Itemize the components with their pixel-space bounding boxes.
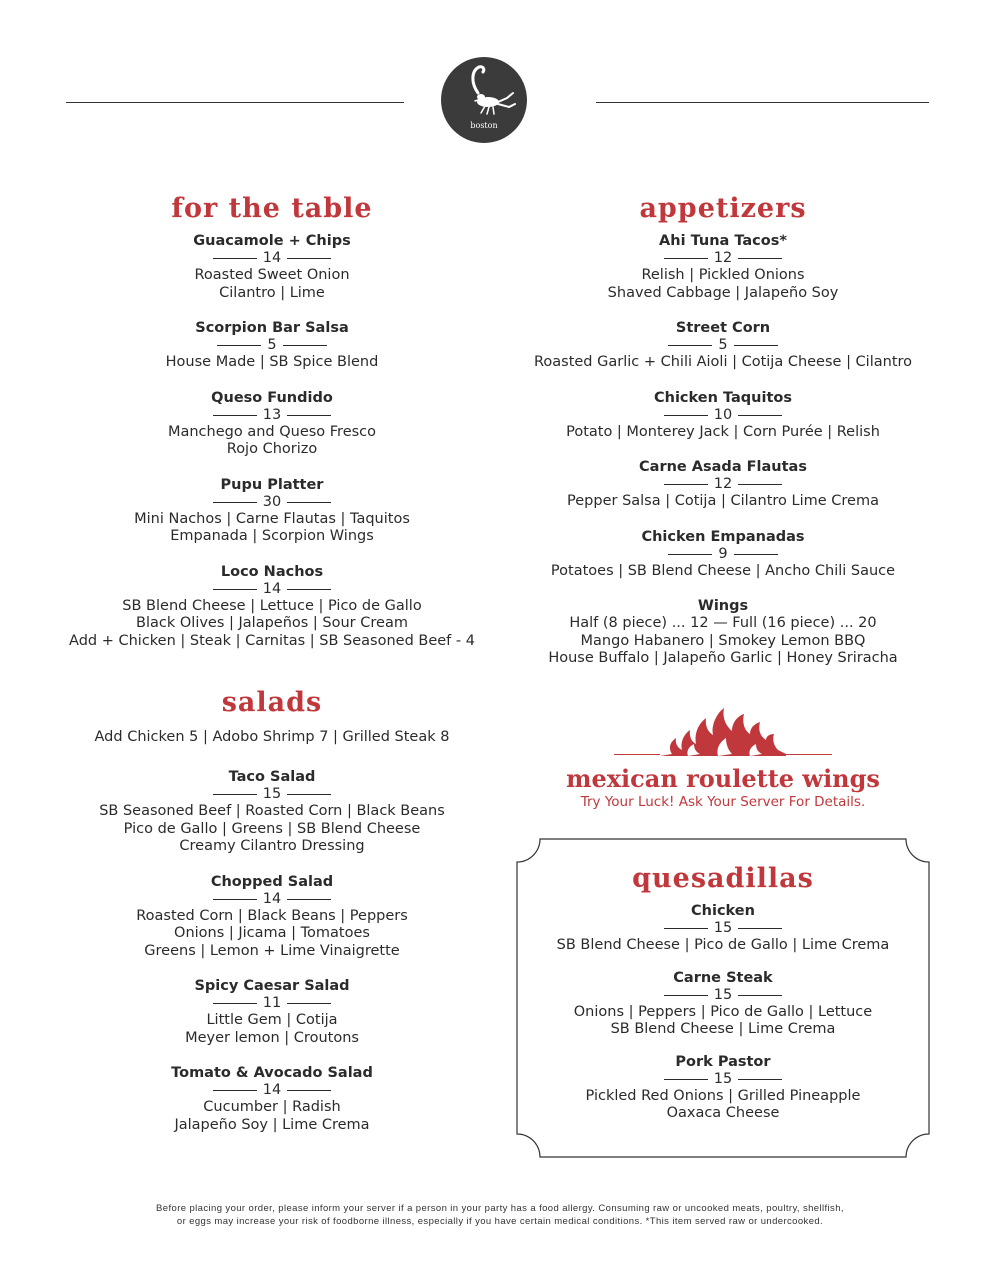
menu-item [60, 563, 484, 651]
item-desc: Cilantro | Lime [219, 284, 325, 301]
allergy-disclaimer [40, 1202, 960, 1228]
menu-item [60, 977, 484, 1047]
menu-item [510, 528, 936, 581]
item-desc: Onions | Jicama | Tomatoes [174, 925, 370, 941]
menu-item [516, 969, 930, 1039]
menu-item [510, 458, 936, 511]
item-desc: Rojo Chorizo [226, 441, 318, 457]
item-desc: Meyer lemon | Croutons [185, 1029, 359, 1046]
item-price: 5 [510, 337, 936, 354]
section-title-appetizers: appetizers [639, 193, 807, 224]
menu-item [60, 476, 484, 546]
right-column [510, 192, 936, 685]
section-title-for-the-table: for the table [171, 193, 373, 224]
item-desc: Half (8 piece) ... 12 — Full (16 piece) ... 20 [569, 615, 877, 631]
item-price: 15 [516, 1071, 930, 1088]
item-price: 14 [60, 891, 484, 908]
roulette-title: mexican roulette wings [566, 764, 880, 793]
item-desc: House Made | SB Spice Blend [165, 354, 379, 370]
header-rule-left [66, 102, 404, 103]
menu-item [510, 597, 936, 668]
item-desc: SB Blend Cheese | Pico de Gallo | Lime Crema [556, 937, 890, 953]
item-price: 15 [516, 987, 930, 1004]
menu-item [60, 768, 484, 856]
item-desc: Manchego and Queso Fresco [167, 423, 377, 440]
flame-rule-right [786, 754, 832, 755]
menu-item [516, 902, 930, 955]
item-price: 12 [510, 476, 936, 493]
item-price: 9 [510, 546, 936, 563]
roulette-subtitle: Try Your Luck! Ask Your Server For Details. [580, 794, 866, 810]
item-desc: Cucumber | Radish [203, 1099, 341, 1115]
scorpion-icon [441, 57, 527, 143]
menu-item [510, 232, 936, 302]
flame-wrap [560, 704, 886, 760]
item-desc: Empanada | Scorpion Wings [170, 528, 374, 544]
item-price: 11 [60, 995, 484, 1012]
item-name: Carne Steak [673, 969, 773, 986]
item-desc: Little Gem | Cotija [206, 1012, 338, 1028]
roulette-wings-banner [560, 704, 886, 810]
item-desc: Pico de Gallo | Greens | SB Blend Cheese [123, 820, 421, 837]
section-title-salads: salads [221, 687, 323, 718]
item-desc: Mini Nachos | Carne Flautas | Taquitos [134, 510, 410, 527]
item-name: Chicken [691, 903, 755, 919]
item-desc: Creamy Cilantro Dressing [179, 838, 365, 854]
item-desc: SB Blend Cheese | Lettuce | Pico de Gallo [122, 597, 422, 614]
item-name: Street Corn [675, 320, 771, 336]
item-desc: Roasted Corn | Black Beans | Peppers [136, 907, 408, 924]
item-desc: Shaved Cabbage | Jalapeño Soy [607, 284, 839, 301]
item-name: Chicken Taquitos [654, 389, 792, 406]
item-desc: Potatoes | SB Blend Cheese | Ancho Chili Sauce [550, 562, 896, 579]
item-name: Carne Asada Flautas [639, 459, 807, 475]
item-desc: Add + Chicken | Steak | Carnitas | SB Seasoned Beef - 4 [69, 632, 475, 649]
flame-icon [658, 704, 788, 760]
menu-item [510, 319, 936, 372]
item-name: Chicken Empanadas [641, 528, 805, 545]
item-price: 5 [60, 337, 484, 354]
item-desc: SB Seasoned Beef | Roasted Corn | Black Beans [99, 803, 445, 819]
menu-item [60, 873, 484, 961]
item-name: Pupu Platter [220, 476, 324, 493]
disclaimer-line-2: or eggs may increase your risk of foodborne illness, especially if you have certain medical conditions. *This item served raw or undercooked. [176, 1216, 824, 1227]
item-price: 30 [60, 494, 484, 511]
logo [441, 57, 527, 143]
flame-rule-left [614, 754, 660, 755]
quesadillas-content [516, 862, 930, 1137]
item-name: Scorpion Bar Salsa [195, 320, 349, 336]
item-price: 12 [510, 250, 936, 267]
item-desc: Oaxaca Cheese [666, 1105, 780, 1121]
item-name: Loco Nachos [220, 563, 324, 580]
item-name: Guacamole + Chips [193, 233, 351, 249]
disclaimer-line-1: Before placing your order, please inform your server if a person in your party has a food allergy. Consuming raw or uncooked meats, poultry, shellfish, [156, 1203, 844, 1214]
item-name: Chopped Salad [210, 873, 334, 890]
item-name: Pork Pastor [675, 1053, 771, 1070]
item-desc: Greens | Lemon + Lime Vinaigrette [144, 942, 400, 959]
menu-item [60, 319, 484, 372]
menu-item [60, 1064, 484, 1134]
item-desc: Mango Habanero | Smokey Lemon BBQ [580, 632, 866, 649]
item-desc: House Buffalo | Jalapeño Garlic | Honey Sriracha [548, 650, 898, 666]
item-price: 13 [60, 407, 484, 424]
item-desc: Roasted Sweet Onion [194, 267, 350, 283]
menu-item [60, 232, 484, 302]
item-desc: Jalapeño Soy | Lime Crema [174, 1116, 370, 1133]
item-desc: Roasted Garlic + Chili Aioli | Cotija Cheese | Cilantro [533, 354, 913, 370]
item-desc: Onions | Peppers | Pico de Gallo | Lettuce [573, 1003, 873, 1020]
item-price: 10 [510, 407, 936, 424]
item-price: 14 [60, 1082, 484, 1099]
header-rule-right [596, 102, 929, 103]
menu-item [510, 389, 936, 442]
item-price: 14 [60, 581, 484, 598]
item-desc: SB Blend Cheese | Lime Crema [610, 1021, 836, 1037]
left-column [60, 192, 484, 1151]
item-name: Queso Fundido [211, 389, 333, 406]
item-desc: Pepper Salsa | Cotija | Cilantro Lime Crema [567, 493, 879, 509]
item-name: Taco Salad [228, 769, 316, 785]
item-desc: Relish | Pickled Onions [641, 267, 805, 283]
item-name: Wings [697, 598, 749, 614]
salad-addons: Add Chicken 5 | Adobo Shrimp 7 | Grilled Steak 8 [94, 729, 450, 745]
section-title-quesadillas: quesadillas [632, 863, 814, 894]
item-name: Ahi Tuna Tacos* [659, 233, 787, 249]
logo-city: boston [470, 121, 498, 130]
menu-item [516, 1053, 930, 1123]
item-desc: Black Olives | Jalapeños | Sour Cream [136, 615, 408, 631]
item-price: 15 [60, 786, 484, 803]
item-desc: Potato | Monterey Jack | Corn Purée | Relish [566, 423, 880, 440]
menu-item [60, 389, 484, 459]
item-name: Tomato & Avocado Salad [171, 1065, 373, 1081]
item-price: 14 [60, 250, 484, 267]
item-price: 15 [516, 920, 930, 937]
item-name: Spicy Caesar Salad [194, 978, 350, 994]
quesadillas-box [516, 838, 930, 1158]
item-desc: Pickled Red Onions | Grilled Pineapple [585, 1087, 861, 1104]
